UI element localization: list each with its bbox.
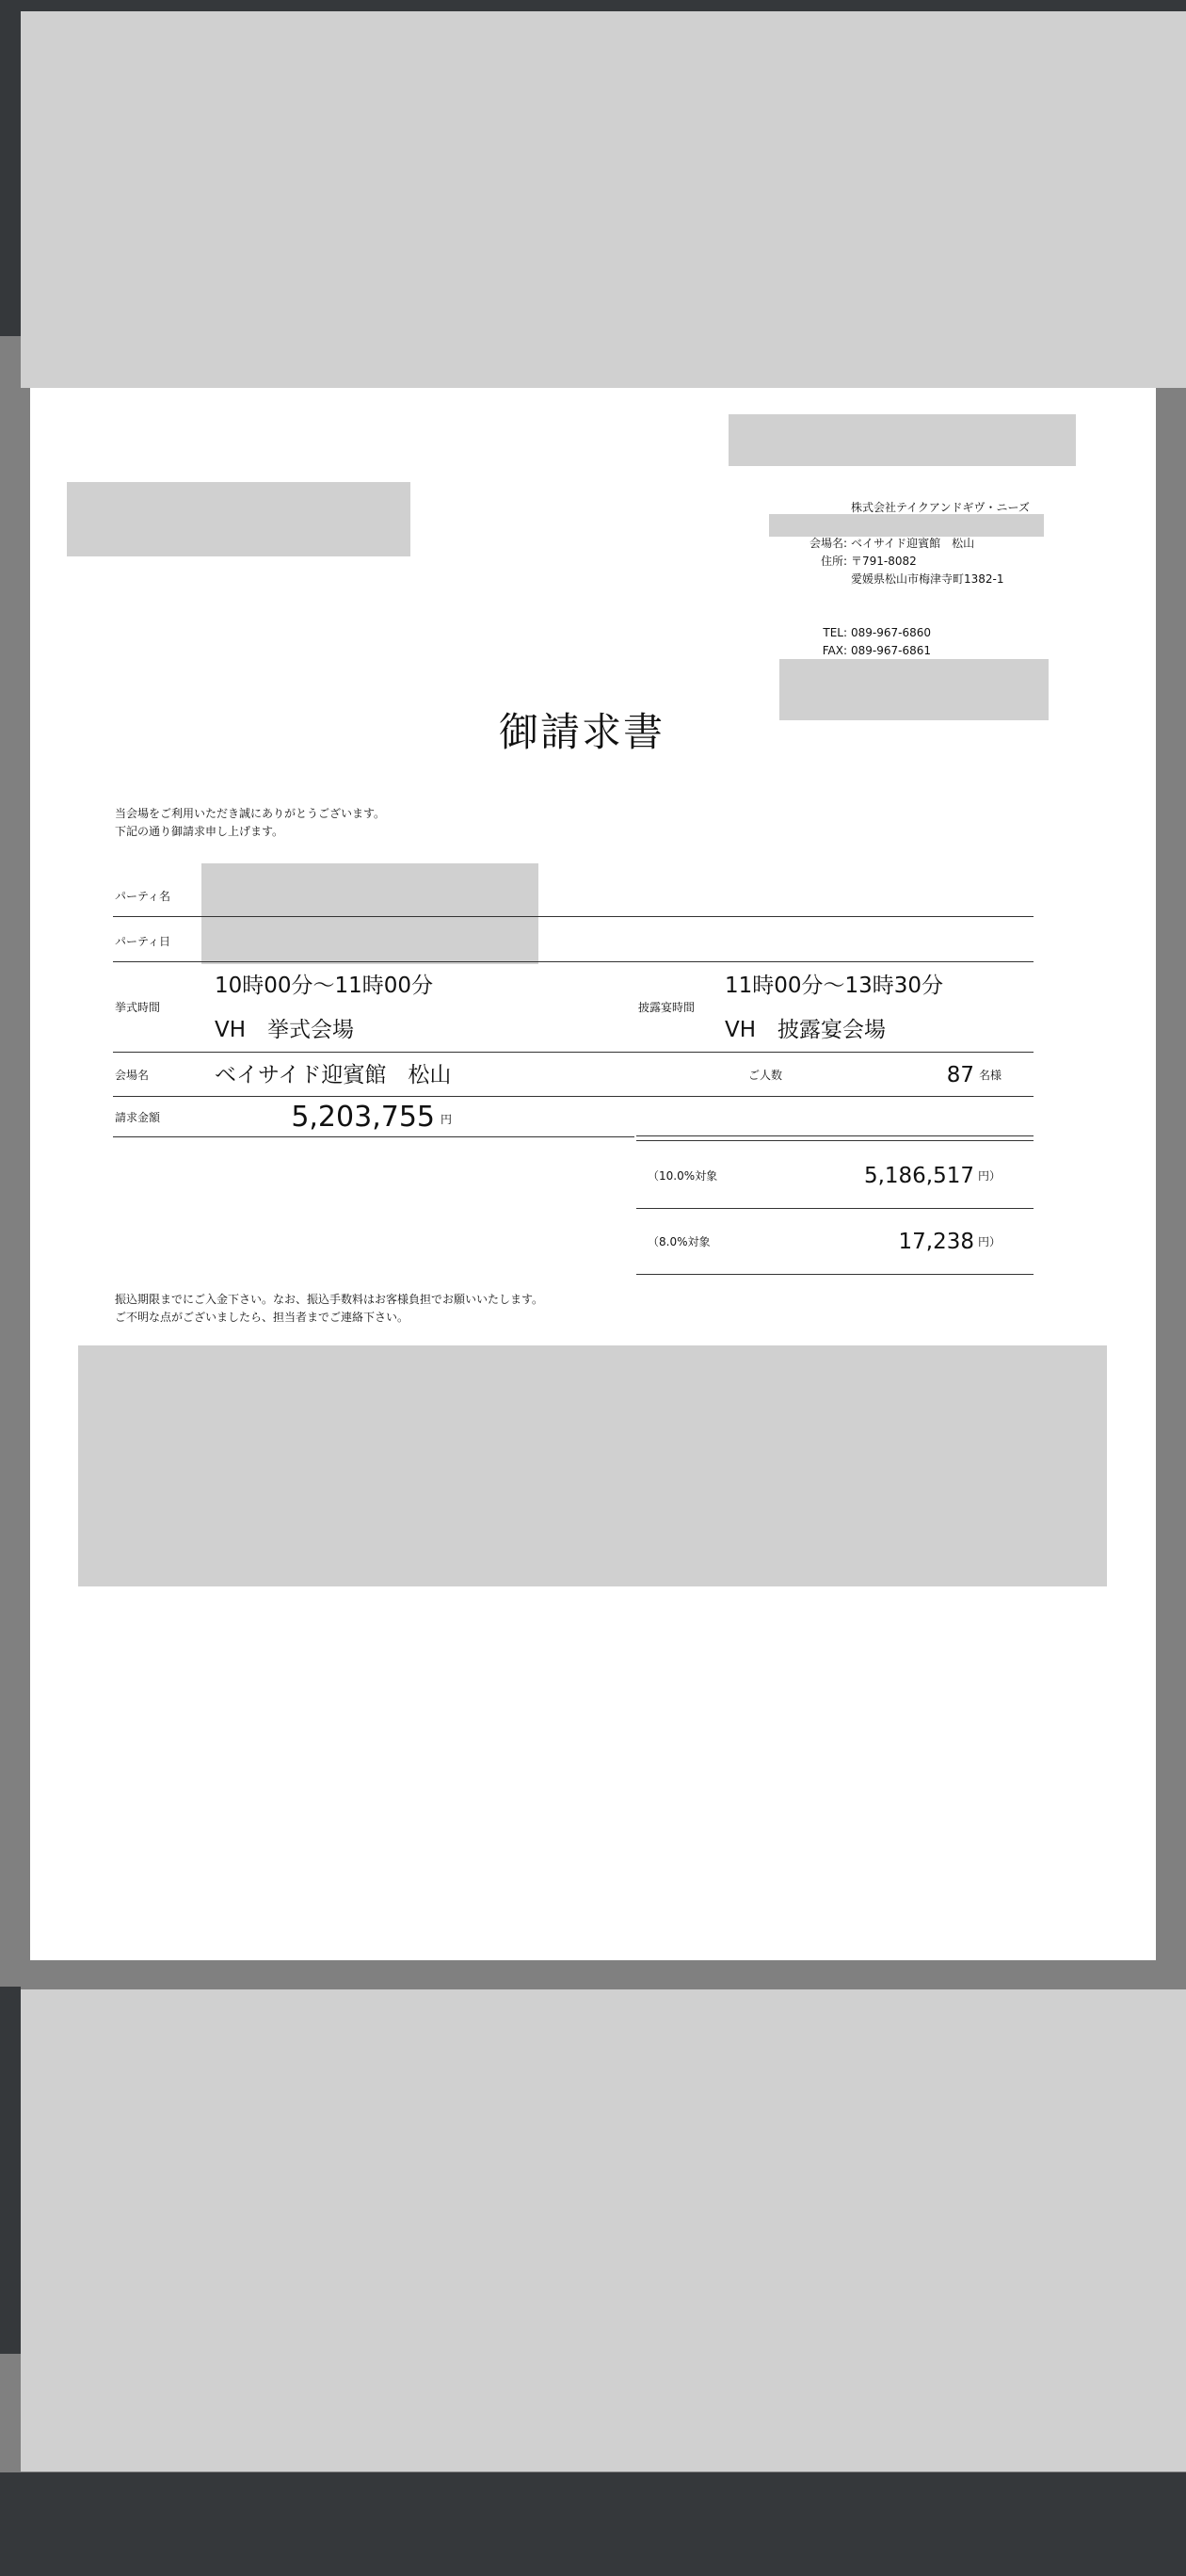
viewer-top-bar — [0, 0, 1186, 11]
row-divider — [113, 1096, 1034, 1097]
ceremony-time-label: 挙式時間 — [115, 1001, 161, 1014]
venue-label: 会場名: — [809, 537, 847, 550]
guests-unit: 名様 — [979, 1069, 1002, 1082]
tax-10-value: 5,186,517 — [863, 1164, 974, 1188]
total-double-rule — [636, 1135, 1034, 1141]
viewer-left-edge — [0, 11, 21, 336]
row-divider — [113, 961, 1034, 962]
redacted-region — [67, 482, 410, 556]
redacted-region — [21, 11, 1186, 388]
viewer-bottom-bar — [0, 2472, 1186, 2576]
note-line-2: ご不明な点がございましたら、担当者までご連絡下さい。 — [115, 1311, 409, 1324]
venue-name: ベイサイド迎賓館 松山 — [215, 1063, 452, 1087]
party-date-label: パーティ日 — [115, 935, 171, 948]
tel-number: 089-967-6860 — [851, 626, 932, 639]
row-divider — [113, 1136, 634, 1137]
postal-code: 〒791-8082 — [851, 555, 917, 568]
address-label: 住所: — [820, 555, 847, 568]
greeting-line-1: 当会場をご利用いただき誠にありがとうございます。 — [115, 807, 386, 820]
tel-label: TEL: — [823, 626, 847, 639]
company-venue: ベイサイド迎賓館 松山 — [851, 537, 975, 550]
tax-8-unit: 円） — [978, 1235, 1002, 1248]
redacted-region — [201, 863, 538, 964]
venue-name-label: 会場名 — [115, 1069, 150, 1082]
party-name-label: パーティ名 — [115, 890, 171, 903]
reception-time-label: 披露宴時間 — [638, 1001, 696, 1014]
redacted-region — [729, 414, 1076, 466]
ceremony-time: 10時00分～11時00分 — [215, 974, 434, 998]
greeting-line-2: 下記の通り御請求申し上げます。 — [115, 825, 284, 838]
row-divider — [636, 1208, 1034, 1209]
document-title: 御請求書 — [499, 709, 665, 755]
note-line-1: 振込期限までにご入金下さい。なお、振込手数料はお客様負担でお願いいたします。 — [115, 1293, 544, 1306]
fax-label: FAX: — [822, 644, 847, 657]
tax-10-label: （10.0%対象 — [648, 1169, 718, 1183]
row-divider — [113, 916, 1034, 917]
reception-time: 11時00分～13時30分 — [725, 974, 944, 998]
amount-unit: 円 — [441, 1113, 453, 1126]
redacted-region — [779, 659, 1049, 720]
row-divider — [636, 1274, 1034, 1275]
guests-label: ご人数 — [748, 1069, 783, 1082]
fax-number: 089-967-6861 — [851, 644, 932, 657]
ceremony-venue: VH 挙式会場 — [215, 1018, 355, 1042]
viewer-left-edge — [0, 1987, 21, 2354]
guest-count: 87 — [946, 1063, 974, 1087]
row-divider — [113, 1052, 1034, 1053]
amount-value: 5,203,755 — [291, 1101, 435, 1134]
company-name: 株式会社テイクアンドギヴ・ニーズ — [851, 501, 1030, 514]
redacted-region — [21, 1989, 1186, 2471]
company-address: 愛媛県松山市梅津寺町1382-1 — [851, 572, 1004, 586]
redacted-region — [769, 514, 1044, 537]
tax-10-unit: 円） — [978, 1169, 1002, 1183]
amount-label: 請求金額 — [115, 1111, 161, 1124]
reception-venue: VH 披露宴会場 — [725, 1018, 887, 1042]
tax-8-value: 17,238 — [898, 1230, 974, 1254]
redacted-region — [78, 1345, 1107, 1586]
tax-8-label: （8.0%対象 — [648, 1235, 711, 1248]
